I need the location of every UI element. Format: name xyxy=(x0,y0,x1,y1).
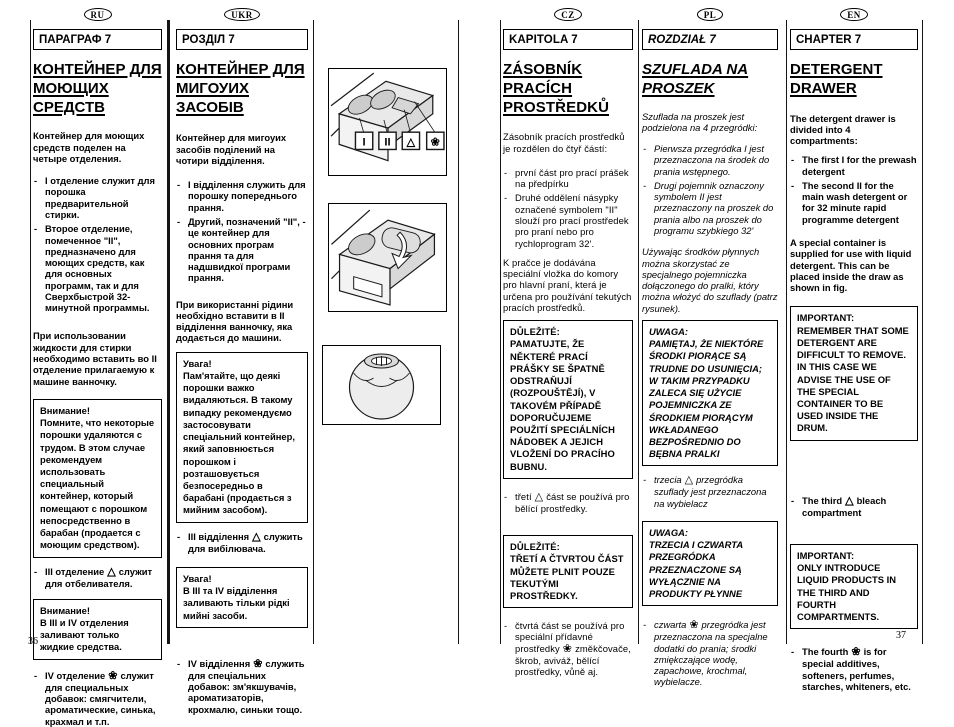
compartment-2-symbol: II xyxy=(384,136,391,149)
body-paragraph: При використанні рідини необхідно вставити в ІІ відділення ванночку, яка додається до машини. xyxy=(176,298,294,344)
drawer-liquid-illustration xyxy=(329,204,446,311)
bleach-triangle-icon: △ xyxy=(107,565,116,578)
warning-box xyxy=(176,567,308,628)
figure-drawer-liquid-container xyxy=(328,203,447,312)
language-badge-ukr: UKR xyxy=(224,8,260,21)
additives-flower-icon: ❀ xyxy=(430,136,441,149)
chapter-heading: ПАРАГРАФ 7 xyxy=(33,29,162,50)
warning-title: UWAGA: xyxy=(649,526,689,538)
body-paragraph: K pračce je dodávána speciální vložka do komory pro hlavní praní, která je určena pro používání tekutých pracích prostředků. xyxy=(503,256,632,313)
list-item: - The second II for the main wash detergent or for 32 minute rapid programme detergent xyxy=(791,179,908,225)
chapter-heading: KAPITOLA 7 xyxy=(503,29,633,50)
warning-title: DŮLEŽITÉ: xyxy=(510,326,560,338)
language-badge-en: EN xyxy=(840,8,868,21)
bleach-triangle-icon: △ xyxy=(534,490,544,503)
bleach-triangle-icon: △ xyxy=(252,530,261,543)
figure-drawer-with-symbols xyxy=(328,68,447,176)
list-item: - III отделение △ служит для отбеливателя. xyxy=(34,565,153,589)
list-item: - The fourth ❀ is for special additives, softeners, perfumes, starches, whiteners, etc. xyxy=(791,646,911,692)
list-item: - Другий, позначений "ІІ", - це контейнер для основних програм прання та для надшвидкої програми прання. xyxy=(177,215,306,284)
page-right-edge xyxy=(922,20,923,644)
section-title: ZÁSOBNÍK PRACÍCH PROSTŘEDKŮ xyxy=(503,61,610,116)
list-item: - Pierwsza przegródka I jest przeznaczona na środek do prania wstępnego. xyxy=(643,143,770,177)
bullet-list xyxy=(33,175,162,313)
list-item: - čtvrtá část se používá pro speciální přídavné prostředky ❀ změkčovače, škrob, aviváž, bělící prostředky, vůně aj. xyxy=(504,620,631,678)
additives-flower-icon: ❀ xyxy=(689,619,699,632)
badge-row xyxy=(503,5,633,22)
intro-paragraph: Контейнер для моющих средств поделен на четыре отделения. xyxy=(33,130,145,164)
badge-row xyxy=(176,5,308,22)
bullet-list xyxy=(790,154,918,225)
list-item: - ІІІ відділення △ служить для вибілювача. xyxy=(177,530,303,554)
warning-box xyxy=(790,306,918,440)
warning-title: DŮLEŽITÉ: xyxy=(510,541,560,553)
column-ukrainian xyxy=(176,0,308,715)
dosing-ball-illustration xyxy=(323,346,440,424)
list-item: - The first I for the prewash detergent xyxy=(791,154,917,177)
bleach-triangle-icon: △ xyxy=(684,474,694,487)
list-item: - The third △ bleach compartment xyxy=(791,494,887,518)
warning-box xyxy=(503,535,633,608)
body-paragraph: A special container is supplied for use with liquid detergent. This can be placed inside the draw as shown in fig. xyxy=(790,237,912,294)
bleach-triangle-icon: △ xyxy=(845,494,854,507)
warning-text: Помните, что некоторые порошки удаляются с трудом. В этом случае рекомендуем использовать специальный контейнер, который помещают с порошком непосредственно в барабан (продается с моющим средством). xyxy=(40,417,155,551)
warning-text: TRZECIA I CZWARTA PRZEGRÓDKA PRZEZNACZONE SĄ WYŁĄCZNIE NA PRODUKTY PŁYNNE xyxy=(649,539,743,600)
additives-flower-icon: ❀ xyxy=(253,657,263,670)
warning-box xyxy=(642,320,778,466)
page-left-edge xyxy=(500,20,501,644)
warning-title: UWAGA: xyxy=(649,326,689,337)
warning-box xyxy=(33,399,162,558)
warning-text: В III и IV отделения заливают только жидкие средства. xyxy=(40,617,129,653)
section-title: КОНТЕЙНЕР ДЛЯ МОЮЩИХ СРЕДСТВ xyxy=(33,61,162,116)
warning-text: PAMIĘTAJ, ŻE NIEKTÓRE ŚRODKI PIORĄCE SĄ TRUDNE DO USUNIĘCIA; W TAKIM PRZYPADKU ZALECA SIĘ UŻYCIE POJEMNICZKA ZE ŚRODKIEM PIORĄCYM WKŁADANEGO BEZPOŚREDNIO DO BĘBNA PRALKI xyxy=(649,338,764,460)
intro-paragraph: Контейнер для мигоуих засобів поділений на чотири відділення. xyxy=(176,132,287,166)
bullet-list xyxy=(642,143,778,236)
warning-text: TŘETÍ A ČTVRTOU ČÁST MŮŽETE PLNIT POUZE TEKUTÝMI PROSTŘEDKY. xyxy=(510,553,624,601)
badge-row xyxy=(642,5,778,22)
list-item: - ІV відділення ❀ служить для спеціальних добавок: зм'якшувачів, ароматизаторів, крохмалю, синьки тощо. xyxy=(177,657,305,715)
list-item: - Druhé oddělení násypky označené symbolem "II" slouží pro prací prostředek pro praní nebo pro rychloprogram 32'. xyxy=(504,192,629,249)
warning-box xyxy=(33,599,162,660)
section-title: DETERGENT DRAWER xyxy=(790,61,883,97)
language-badge-ru: RU xyxy=(84,8,112,21)
column-russian xyxy=(33,0,162,727)
additives-flower-icon: ❀ xyxy=(108,669,118,682)
body-paragraph: Używając środków płynnych można skorzystać ze specjalnego pojemniczka dołączonego do pralki, który można włożyć do szuflady (patrz rysunek). xyxy=(642,246,778,314)
intro-paragraph: Szuflada na proszek jest podzielona na 4 przegródki: xyxy=(642,110,758,133)
list-item: - první část pro prací prášek na předpírku xyxy=(504,166,629,190)
column-divider xyxy=(786,20,787,644)
chapter-heading: CHAPTER 7 xyxy=(790,29,918,50)
list-item: - Drugi pojemnik oznaczony symbolem II jest przeznaczony na proszek do prania albo na proszek do programu szybkiego 32' xyxy=(643,179,774,237)
column-divider xyxy=(638,20,639,644)
warning-title: Внимание! xyxy=(40,604,90,616)
column-divider xyxy=(313,20,314,644)
intro-paragraph: Zásobník pracích prostředků je rozdělen do čtyř částí: xyxy=(503,131,625,154)
warning-box xyxy=(790,544,918,629)
warning-title: Увага! xyxy=(183,572,212,584)
warning-box xyxy=(176,352,308,523)
list-item: - IV отделение ❀ служит для специальных добавок: смягчители, ароматические, синька, крахмал и т.п. xyxy=(34,669,156,727)
language-badge-pl: PL xyxy=(697,8,724,21)
warning-text: REMEMBER THAT SOME DETERGENT ARE DIFFICULT TO REMOVE. IN THIS CASE WE ADVISE THE USE OF THE SPECIAL CONTAINER TO BE USED INSIDE THE DRUM. xyxy=(797,324,909,434)
list-item: - I отделение служит для порошка предварительной стирки. xyxy=(34,175,155,220)
language-badge-cz: CZ xyxy=(554,8,582,21)
column-czech xyxy=(503,0,633,677)
intro-paragraph: The detergent drawer is divided into 4 compartments: xyxy=(790,112,896,147)
drawer-illustration xyxy=(329,69,446,175)
page-left-edge xyxy=(30,20,31,644)
body-paragraph: При использовании жидкости для стирки необходимо вставить во II отделение прилагаемую к машине ванночку. xyxy=(33,330,157,387)
figure-dosing-ball xyxy=(322,345,441,425)
chapter-heading: РОЗДІЛ 7 xyxy=(176,29,308,50)
warning-title: IMPORTANT: xyxy=(797,312,855,324)
additives-flower-icon: ❀ xyxy=(851,646,861,659)
warning-box xyxy=(503,320,633,479)
list-item: - czwarta ❀ przegródka jest przeznaczona na specjalne dodatki do prania; środki zmiękczające wodę, zapachowe, krochmal, wybielacze. xyxy=(643,619,768,688)
chapter-heading: ROZDZIAŁ 7 xyxy=(642,29,778,50)
page-number-left: 36 xyxy=(28,636,38,647)
bullet-list xyxy=(503,167,633,249)
list-item: - Второе отделение, помеченное "II", предназначено для моющих средств, как для основных программ, так и для Сверхбыстрой 32- минутной программы. xyxy=(34,223,150,314)
section-title: SZUFLADA NA PROSZEK xyxy=(642,61,749,97)
section-title: КОНТЕЙНЕР ДЛЯ МИГОУИХ ЗАСОБІВ xyxy=(176,61,305,116)
warning-title: Увага! xyxy=(183,357,212,369)
bleach-triangle-icon: △ xyxy=(406,136,416,149)
list-item: - třetí △ část se používá pro bělící prostředky. xyxy=(504,490,630,514)
additives-flower-icon: ❀ xyxy=(562,642,573,655)
warning-title: IMPORTANT: xyxy=(797,549,855,561)
column-english xyxy=(790,0,918,692)
badge-row xyxy=(790,5,918,22)
warning-text: Пам'ятайте, що деякі порошки важко видаляються. В такому випадку рекомендуємо застосовувати спеціальний контейнер, який заповнюється порошком і розташовується безпосередньо в барабані (продається з мийним засобом). xyxy=(183,369,295,516)
badge-row xyxy=(33,5,162,22)
column-divider xyxy=(167,20,170,644)
warning-text: ONLY INTRODUCE LIQUID PRODUCTS IN THE THIRD AND FOURTH COMPARTMENTS. xyxy=(797,562,896,622)
column-polish xyxy=(642,0,778,688)
bullet-list xyxy=(176,179,308,284)
warning-text: PAMATUJTE, ŽE NĚKTERÉ PRACÍ PRÁŠKY SE ŠPATNĚ ODSTRAŇUJÍ (ROZPOUŠTĚJÍ), V TAKOVÉM PŘÍPADĚ DOPORUČUJEME POUŽITÍ SPECIÁLNÍCH NÁDOBEK A JEJICH VLOŽENÍ DO PRACÍHO BUBNU. xyxy=(510,338,616,472)
list-item: - І відділення служить для порошку попереднього прання. xyxy=(177,179,306,213)
page-right-edge xyxy=(458,20,459,644)
compartment-1-symbol: I xyxy=(362,136,366,149)
list-item: - trzecia △ przegródka szuflady jest przeznaczona na wybielacz xyxy=(643,474,767,509)
warning-text: В ІІІ та ІV відділення заливають тільки рідкі мийні засоби. xyxy=(183,585,290,621)
warning-box xyxy=(642,521,778,606)
page-number-right: 37 xyxy=(896,630,906,641)
warning-title: Внимание! xyxy=(40,404,90,416)
